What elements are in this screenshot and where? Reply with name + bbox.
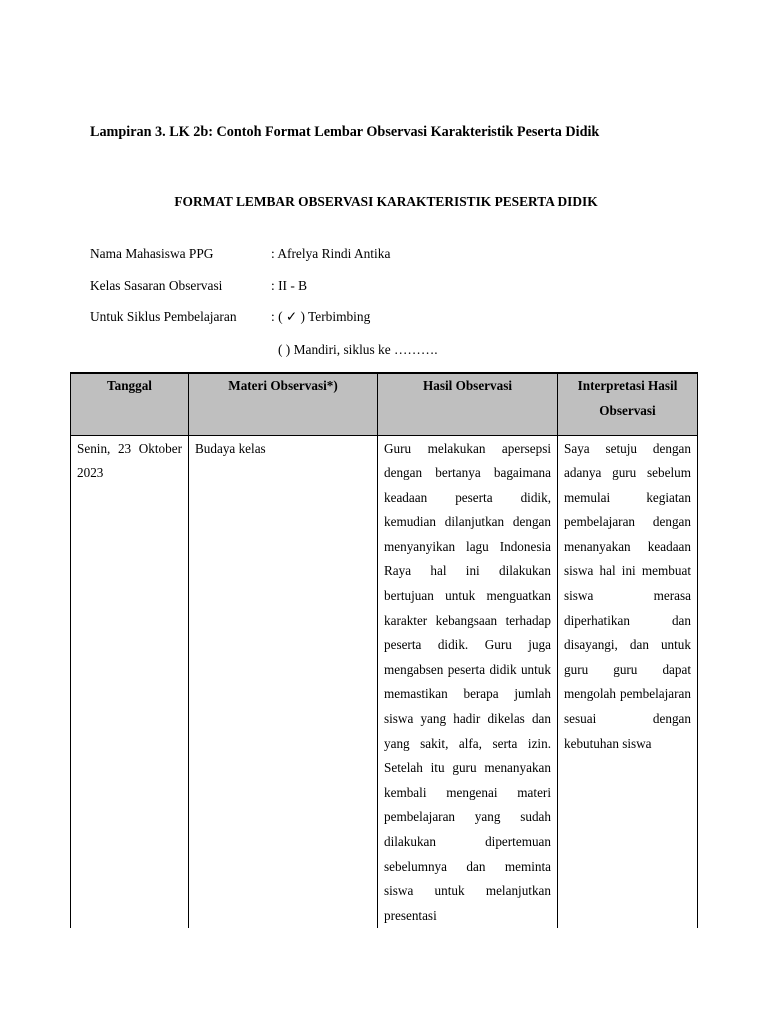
appendix-title: Lampiran 3. LK 2b: Contoh Format Lembar Observasi Karakteristik Peserta Didik <box>90 124 600 140</box>
target-class-value: : II - B <box>271 278 308 293</box>
table-row <box>71 435 698 928</box>
student-name-label: Nama Mahasiswa PPG <box>90 246 214 261</box>
header-date: Tanggal <box>71 373 189 435</box>
cycle-independent-option: ( ) Mandiri, siklus ke ………. <box>278 342 438 357</box>
cell-interpretation: Saya setuju dengan adanya guru sebelum memulai kegiatan pembelajaran dengan menanyakan keadaan siswa hal ini membuat siswa merasa diperhatikan dan disayangi, dan untuk guru guru dapat mengolah pembelajaran sesuai dengan kebutuhan siswa <box>558 435 698 928</box>
header-result: Hasil Observasi <box>378 373 558 435</box>
table-header-row <box>71 373 698 435</box>
observation-table <box>70 372 698 928</box>
learning-cycle-label: Untuk Siklus Pembelajaran <box>90 309 237 324</box>
cycle-guided-option: : ( ✓ ) Terbimbing <box>271 309 371 324</box>
cell-date: Senin, 23 Oktober 2023 <box>71 435 189 928</box>
header-material: Materi Observasi*) <box>189 373 378 435</box>
cell-result: Guru melakukan apersepsi dengan bertanya bagaimana keadaan peserta didik, kemudian dilanjutkan dengan menyanyikan lagu Indonesia Raya hal ini dilakukan bertujuan untuk menguatkan karakter kebangsaan terhadap peserta didik. Guru juga mengabsen peserta didik untuk memastikan berapa jumlah siswa yang hadir dikelas dan yang sakit, alfa, serta izin. Setelah itu guru menanyakan kembali mengenai materi pembelajaran yang sudah dilakukan dipertemuan sebelumnya dan meminta siswa untuk melanjutkan presentasi <box>378 435 558 928</box>
target-class-label: Kelas Sasaran Observasi <box>90 278 223 293</box>
cell-material: Budaya kelas <box>189 435 378 928</box>
form-title: FORMAT LEMBAR OBSERVASI KARAKTERISTIK PESERTA DIDIK <box>174 194 598 209</box>
header-interpretation: Interpretasi Hasil Observasi <box>558 373 698 435</box>
student-name-value: : Afrelya Rindi Antika <box>271 246 391 261</box>
